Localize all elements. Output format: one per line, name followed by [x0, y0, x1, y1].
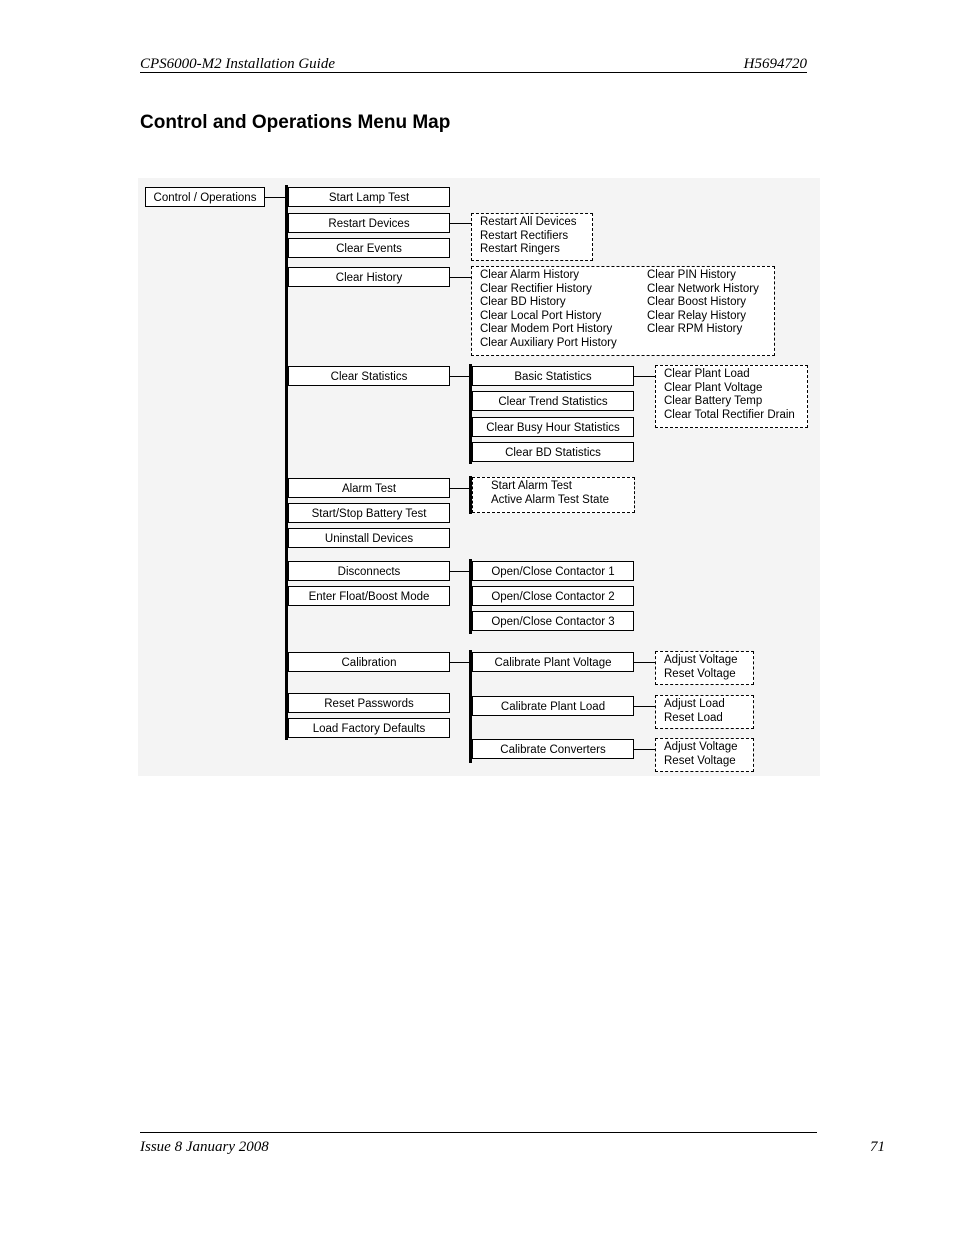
- restart-devices-options: [471, 213, 593, 261]
- menu-item-enter-float-boost-mode: Enter Float/Boost Mode: [288, 586, 450, 606]
- page-title: Control and Operations Menu Map: [140, 112, 451, 133]
- menu-item-calibrate-converters: Calibrate Converters: [472, 739, 634, 759]
- doc-title: CPS6000-M2 Installation Guide: [140, 56, 335, 72]
- menu-item-start-lamp-test: Start Lamp Test: [288, 187, 450, 207]
- option-start-alarm-test: Start Alarm Test: [491, 480, 572, 492]
- option-clear-auxiliary-port-history: Clear Auxiliary Port History: [480, 336, 617, 349]
- menu-item-clear-history: Clear History: [288, 267, 450, 287]
- connector: [265, 197, 285, 198]
- option-clear-relay-history: Clear Relay History: [647, 309, 747, 322]
- option-clear-battery-temp: Clear Battery Temp: [664, 395, 763, 407]
- menu-item-calibrate-plant-load: Calibrate Plant Load: [472, 696, 634, 716]
- menu-item-start-stop-battery-test: Start/Stop Battery Test: [288, 503, 450, 523]
- calibrate-converters-options: [655, 738, 754, 772]
- menu-item-calibration: Calibration: [288, 652, 450, 672]
- page-number: 71: [870, 1139, 885, 1155]
- connector: [634, 376, 655, 377]
- option-adjust-voltage: Adjust Voltage: [664, 654, 738, 666]
- connector: [634, 662, 655, 663]
- option-clear-network-history: Clear Network History: [647, 282, 759, 295]
- basic-statistics-options: [655, 365, 808, 428]
- connector: [450, 571, 469, 572]
- connector: [450, 662, 469, 663]
- option-clear-pin-history: Clear PIN History: [647, 269, 736, 281]
- connector: [634, 749, 655, 750]
- connector: [450, 277, 471, 278]
- menu-item-calibrate-plant-voltage: Calibrate Plant Voltage: [472, 652, 634, 672]
- option-clear-rectifier-history: Clear Rectifier History: [480, 282, 592, 295]
- doc-number: H5694720: [743, 56, 807, 72]
- option-clear-boost-history: Clear Boost History: [647, 296, 747, 308]
- clear-history-options: [471, 266, 775, 356]
- menu-root: Control / Operations: [145, 187, 265, 207]
- option-clear-total-rectifier-drain: Clear Total Rectifier Drain: [664, 408, 795, 421]
- option-clear-plant-load: Clear Plant Load: [664, 368, 750, 380]
- menu-item-restart-devices: Restart Devices: [288, 213, 450, 233]
- option-restart-ringers: Restart Ringers: [480, 243, 560, 255]
- option-restart-all-devices: Restart All Devices: [480, 216, 577, 228]
- menu-item-reset-passwords: Reset Passwords: [288, 693, 450, 713]
- menu-item-clear-events: Clear Events: [288, 238, 450, 258]
- connector: [450, 376, 469, 377]
- connector: [634, 706, 655, 707]
- option-clear-alarm-history: Clear Alarm History: [480, 269, 580, 281]
- connector: [450, 488, 469, 489]
- option-restart-rectifiers: Restart Rectifiers: [480, 229, 569, 242]
- calibrate-plant-voltage-options: [655, 651, 754, 685]
- footer-rule: [140, 1132, 817, 1133]
- footer-issue: Issue 8 January 2008: [140, 1139, 269, 1155]
- menu-item-alarm-test: Alarm Test: [288, 478, 450, 498]
- menu-item-disconnects: Disconnects: [288, 561, 450, 581]
- option-clear-rpm-history: Clear RPM History: [647, 323, 743, 335]
- option-clear-bd-history: Clear BD History: [480, 296, 566, 308]
- option-clear-modem-port-history: Clear Modem Port History: [480, 323, 613, 335]
- calibrate-plant-load-options: [655, 695, 754, 729]
- option-clear-plant-voltage: Clear Plant Voltage: [664, 381, 763, 394]
- option-reset-voltage: Reset Voltage: [664, 667, 736, 680]
- menu-item-clear-trend-statistics: Clear Trend Statistics: [472, 391, 634, 411]
- alarm-test-options: [472, 477, 635, 513]
- option-adjust-voltage: Adjust Voltage: [664, 741, 738, 753]
- menu-item-clear-bd-statistics: Clear BD Statistics: [472, 442, 634, 462]
- option-reset-voltage: Reset Voltage: [664, 754, 736, 767]
- menu-item-open-close-contactor-2: Open/Close Contactor 2: [472, 586, 634, 606]
- connector: [450, 223, 471, 224]
- menu-item-open-close-contactor-1: Open/Close Contactor 1: [472, 561, 634, 581]
- menu-item-open-close-contactor-3: Open/Close Contactor 3: [472, 611, 634, 631]
- menu-item-uninstall-devices: Uninstall Devices: [288, 528, 450, 548]
- header-rule: [140, 72, 807, 73]
- option-reset-load: Reset Load: [664, 711, 723, 724]
- menu-item-clear-busy-hour-statistics: Clear Busy Hour Statistics: [472, 417, 634, 437]
- option-active-alarm-test-state: Active Alarm Test State: [491, 493, 610, 506]
- option-adjust-load: Adjust Load: [664, 698, 725, 710]
- menu-map: [138, 178, 820, 776]
- menu-item-load-factory-defaults: Load Factory Defaults: [288, 718, 450, 738]
- option-clear-local-port-history: Clear Local Port History: [480, 309, 602, 322]
- menu-item-clear-statistics: Clear Statistics: [288, 366, 450, 386]
- menu-item-basic-statistics: Basic Statistics: [472, 366, 634, 386]
